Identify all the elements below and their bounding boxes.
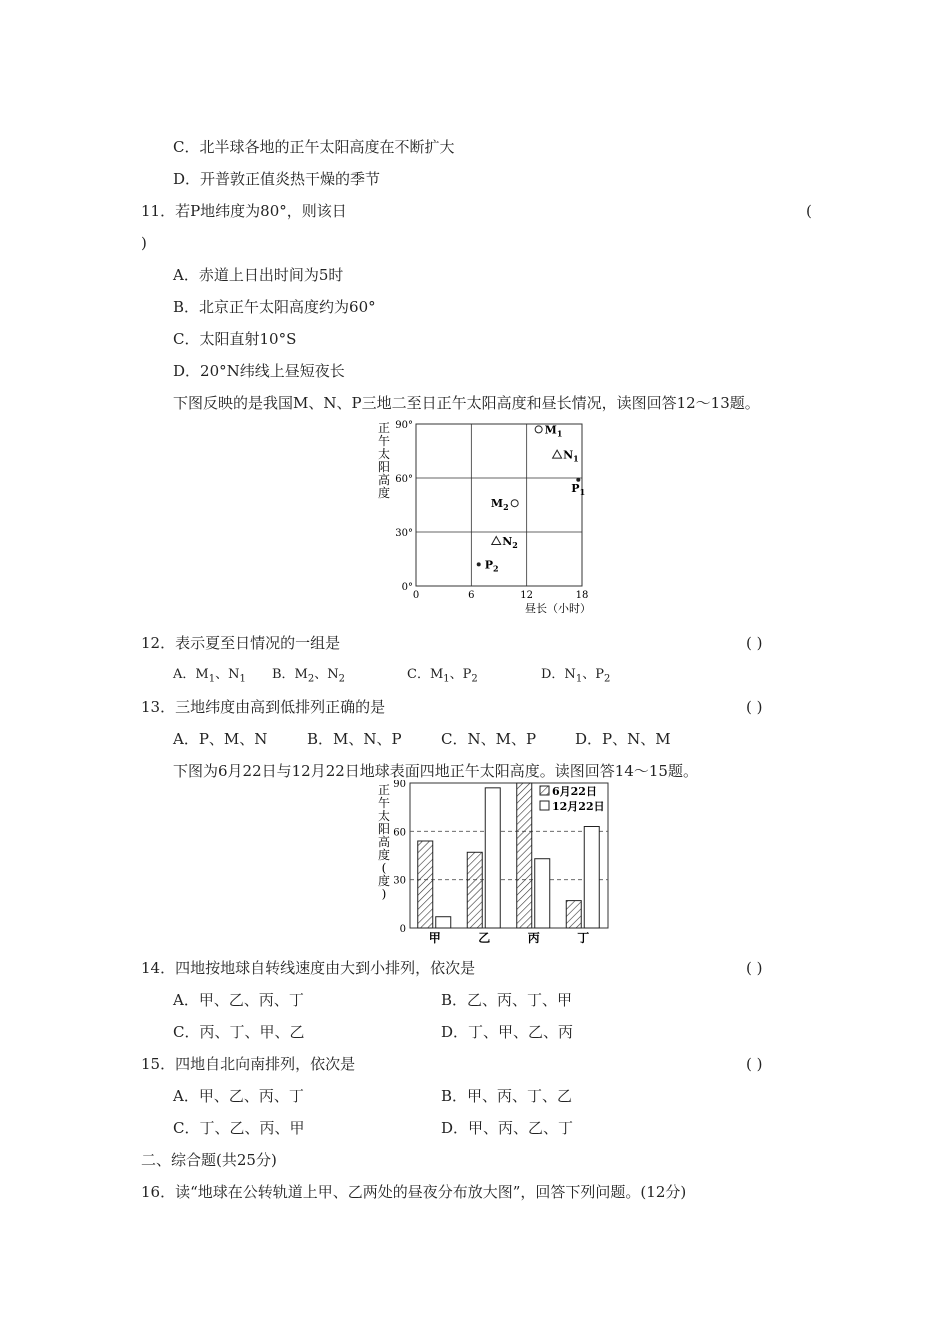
- q16-stem: 16．读“地球在公转轨道上甲、乙两处的昼夜分布放大图”，回答下列问题。(12分): [141, 1183, 687, 1201]
- q11-answer-paren-close: ): [141, 234, 147, 252]
- q15-option-d: D．甲、丙、乙、丁: [441, 1119, 574, 1137]
- scatter-x-tick: 6: [468, 590, 475, 601]
- bar-dec22: [535, 859, 550, 928]
- q11-option-c: C．太阳直射10°S: [173, 330, 297, 348]
- q13-answer-paren: ( ): [746, 698, 763, 716]
- bar-x-tick: 乙: [478, 931, 491, 945]
- q13-option-c: C．N、M、P: [441, 730, 537, 748]
- q14-stem: 14．四地按地球自转线速度由大到小排列，依次是: [141, 959, 476, 977]
- intro-q12-13: 下图反映的是我国M、N、P三地二至日正午太阳高度和昼长情况，读图回答12～13题。: [173, 394, 760, 412]
- point-m2-label: $M_2$: [490, 497, 509, 513]
- bar-jun22: [517, 783, 532, 928]
- scatter-y-tick: 90°: [395, 420, 413, 431]
- point-p2-marker: [477, 562, 481, 566]
- scatter-x-tick: 18: [575, 590, 589, 601]
- bar-y-tick: 90: [393, 780, 406, 790]
- q14-option-a: A．甲、乙、丙、丁: [173, 991, 304, 1009]
- scatter-y-axis-label-text: 正午太阳高度: [377, 421, 391, 500]
- q12-option-d: D．$N_1$、$P_2$: [541, 667, 611, 685]
- q15-option-a: A．甲、乙、丙、丁: [173, 1087, 304, 1105]
- q15-stem: 15．四地自北向南排列，依次是: [141, 1055, 356, 1073]
- scatter-points: [477, 423, 585, 573]
- scatter-chart: [370, 418, 620, 618]
- scatter-y-axis-label: [378, 421, 390, 500]
- q11-stem: 11．若P地纬度为80°，则该日: [141, 202, 347, 220]
- q13-option-d: D．P、N、M: [575, 730, 671, 748]
- scatter-x-axis-label: 昼长（小时）: [525, 602, 591, 615]
- bar-x-tick: 丙: [527, 931, 540, 945]
- bar-dec22: [584, 827, 599, 929]
- q15-option-b: B．甲、丙、丁、乙: [441, 1087, 573, 1105]
- q11-option-b: B．北京正午太阳高度约为60°: [173, 298, 376, 316]
- q12-stem: 12．表示夏至日情况的一组是: [141, 634, 341, 652]
- bar-x-ticks: [429, 930, 590, 945]
- bar-legend: [540, 785, 605, 813]
- q12-option-a: A．$M_1$、$N_1$: [173, 667, 246, 685]
- bar-y-tick: 0: [399, 924, 406, 935]
- q12-option-c: C．$M_1$、$P_2$: [407, 667, 478, 685]
- point-n1-label: $N_1$: [563, 448, 579, 464]
- bar-y-ticks: [393, 780, 406, 935]
- point-m1-label: $M_1$: [544, 423, 563, 439]
- legend-swatch-dec22: [540, 801, 549, 810]
- bar-jun22: [566, 901, 581, 928]
- point-m2-marker: [511, 500, 518, 507]
- q13-option-a: A．P、M、N: [173, 730, 268, 748]
- intro-q14-15: 下图为6月22日与12月22日地球表面四地正午太阳高度。读图回答14～15题。: [173, 762, 698, 780]
- legend-label-dec22: 12月22日: [552, 800, 605, 813]
- bar-x-tick: 丁: [577, 931, 590, 945]
- q12-option-b: B．$M_2$、$N_2$: [272, 667, 346, 685]
- q14-option-c: C．丙、丁、甲、乙: [173, 1023, 305, 1041]
- scatter-x-tick: 0: [412, 590, 420, 601]
- scatter-y-ticks: [395, 420, 413, 593]
- point-n2-label: $N_2$: [502, 535, 518, 550]
- q15-option-c: C．丁、乙、丙、甲: [173, 1119, 305, 1137]
- q11-option-a: A．赤道上日出时间为5时: [173, 266, 344, 284]
- q13-stem: 13．三地纬度由高到低排列正确的是: [141, 698, 386, 716]
- q15-answer-paren: ( ): [746, 1055, 763, 1073]
- bar-x-tick: 甲: [428, 931, 441, 945]
- scatter-y-tick: 0°: [401, 582, 413, 593]
- point-m1-marker: [535, 426, 542, 433]
- point-p2-label: $P_2$: [484, 558, 499, 574]
- bar-chart: [370, 780, 620, 952]
- q11-option-d: D．20°N纬线上昼短夜长: [173, 362, 345, 380]
- bar-dec22: [436, 917, 451, 928]
- bar-y-tick: 30: [393, 875, 406, 887]
- q14-option-d: D．丁、甲、乙、丙: [441, 1023, 574, 1041]
- bar-y-axis-label: [378, 783, 390, 901]
- scatter-x-ticks: [413, 590, 589, 601]
- bar-dec22: [485, 788, 500, 928]
- bar-jun22: [467, 852, 482, 928]
- bar-y-tick: 60: [393, 827, 406, 839]
- q13-option-b: B．M、N、P: [307, 730, 402, 748]
- q12-answer-paren: ( ): [746, 634, 763, 652]
- q11-answer-paren-open: (: [806, 202, 812, 220]
- q10-option-d: D．开普敦正值炎热干燥的季节: [173, 170, 381, 188]
- bar-jun22: [418, 841, 433, 928]
- bar-y-axis-label-text: 正午太阳高度(度): [377, 783, 391, 901]
- scatter-y-tick: 60°: [395, 474, 413, 485]
- point-p1-label: $P_1$: [571, 481, 586, 497]
- point-n1-marker: [553, 450, 562, 458]
- legend-swatch-jun22: [540, 786, 549, 795]
- q14-option-b: B．乙、丙、丁、甲: [441, 991, 573, 1009]
- scatter-y-tick: 30°: [395, 528, 413, 539]
- section-heading: 二、综合题(共25分): [141, 1151, 277, 1169]
- scatter-x-tick: 12: [520, 590, 534, 601]
- q14-answer-paren: ( ): [746, 959, 763, 977]
- point-n2-marker: [492, 537, 501, 545]
- q10-option-c: C．北半球各地的正午太阳高度在不断扩大: [173, 138, 455, 156]
- legend-label-jun22: 6月22日: [552, 785, 597, 798]
